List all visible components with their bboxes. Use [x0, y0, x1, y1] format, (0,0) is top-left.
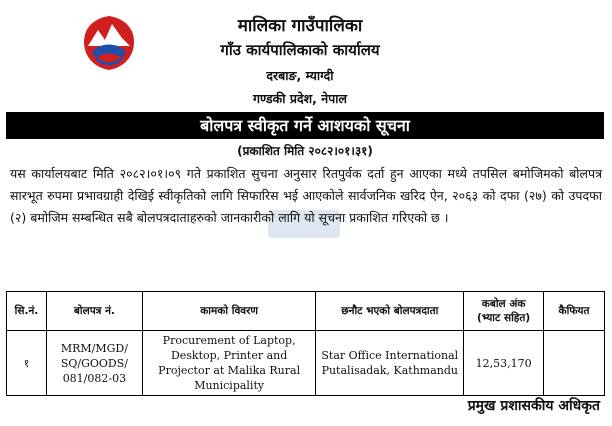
- signatory-title: प्रमुख प्रशासकीय अधिकृत: [467, 398, 600, 414]
- nepal-emblem-icon: [78, 12, 140, 74]
- office-name: गाँउ कार्यपालिकाको कार्यालय: [220, 41, 380, 59]
- cell-bid-no: MRM/MGD/ SQ/GOODS/ 081/082-03: [46, 331, 142, 396]
- published-date: (प्रकाशित मिति २०८२।०१।३१): [237, 144, 373, 158]
- col-sn: सि.नं.: [7, 292, 47, 331]
- col-work: कामको विवरण: [142, 292, 316, 331]
- col-bidder: छनौट भएको बोलपत्रदाता: [316, 292, 464, 331]
- cell-work: Procurement of Laptop, Desktop, Printer and Projector at Malika Rural Municipality: [142, 331, 316, 396]
- cell-amount: 12,53,170: [464, 331, 544, 396]
- notice-title: बोलपत्र स्वीकृत गर्ने आशयको सूचना: [6, 112, 604, 139]
- cell-sn: १: [7, 331, 47, 396]
- table-row: [7, 331, 605, 396]
- col-amount-line1: कबोल अंक: [481, 298, 526, 310]
- col-remarks: कैफियत: [544, 292, 605, 331]
- table-header-row: [7, 292, 605, 331]
- municipality-name: मालिका गाउँपालिका: [237, 16, 363, 36]
- notice-body: यस कार्यालयबाट मिति २०८२।०१।०९ गते प्रकाशित सुचना अनुसार रितपुर्वक दर्ता हुन आएका मध्ये तपसिल बमोजिमको बोलपत्र सारभूत रुपमा प्रभावग्राही देखिई स्वीकृतिको लागि सिफारिस भई आएकोले सार्वजनिक खरिद ऐन, २०६३ को दफा (२७) को उपदफा (२) बमोजिम सम्बन्धित सबै बोलपत्रदाताहरुको जानकारीको लागि यो सूचना प्रकाशित गरिएको छ ।: [10, 166, 602, 225]
- bid-table: [6, 291, 605, 396]
- col-bid-no: बोलपत्र नं.: [46, 292, 142, 331]
- cell-bidder: Star Office International Putalisadak, Kathmandu: [316, 331, 464, 396]
- col-amount: [464, 292, 544, 331]
- province-country: गण्डकी प्रदेश, नेपाल: [253, 91, 347, 106]
- cell-remarks: [544, 331, 605, 396]
- col-amount-line2: (भ्याट सहित): [477, 312, 531, 324]
- office-address: दरबाङ, म्याग्दी: [266, 68, 334, 83]
